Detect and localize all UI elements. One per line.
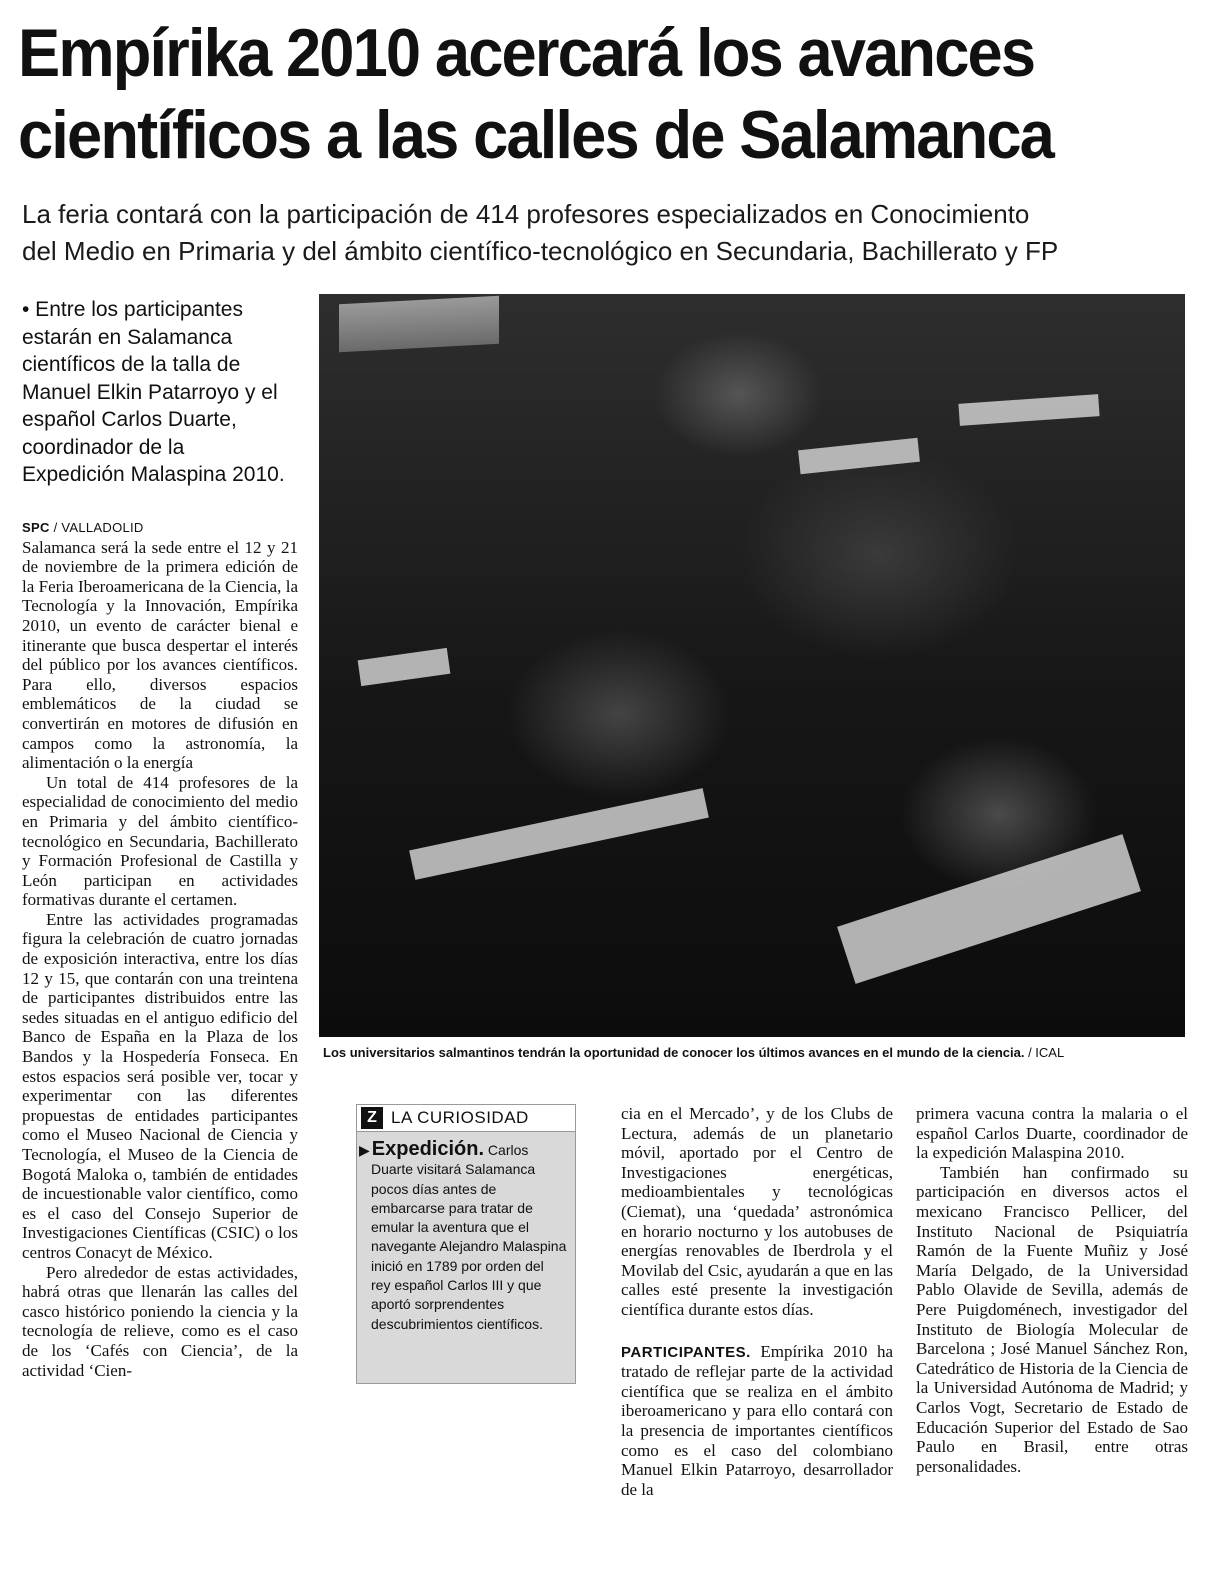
desk (409, 788, 709, 880)
lead-summary: • Entre los participantes estarán en Salamanca científicos de la talla de Manuel Elkin Patarroyo y el español Carlos Duarte, coordinador de la Expedición Malaspina 2010. (22, 298, 285, 486)
sidebar-logo-icon: Z (361, 1107, 383, 1129)
subheadline (22, 196, 1212, 270)
arrow-icon: ▶ (359, 1142, 370, 1158)
sidebar-keyword: Expedición. (371, 1138, 485, 1160)
article-column-1 (22, 518, 298, 1380)
desk (837, 834, 1141, 984)
paragraph: Salamanca será la sede entre el 12 y 21 de noviembre de la primera edición de la Feria Iberoamericana de la Ciencia, la Tecnología y la Innovación, Empírika 2010, un evento de carácter bienal e itinerante que busca despertar el interés del público por los avances científicos. Para ello, diversos espacios emblemáticos de la ciudad se convertirán en motores de difusión en campos como la astronomía, la alimentación o la energía (22, 537, 298, 773)
photo-credit: / ICAL (1024, 1045, 1065, 1060)
paragraph-text: Empírika 2010 ha tratado de reflejar parte de la actividad científica que se realiza en el ámbito iberoamericano y para ello contará con la presencia de importantes científicos como es el caso del colombiano Manuel Elkin Patarroyo, desarrollador de la (621, 1341, 893, 1499)
article-column-3 (621, 1104, 893, 1499)
sidebar-body (357, 1132, 575, 1334)
curiosity-sidebar (356, 1104, 576, 1384)
desk (798, 438, 920, 474)
sidebar-text: Carlos Duarte visitará Salamanca pocos días antes de embarcarse para tratar de emular la aventura que el navegante Alejandro Malaspina inició en 1789 por orden del rey español Carlos III y que aportó sorprendentes descubrimientos científicos. (371, 1142, 567, 1332)
dateline-agency: SPC (22, 520, 50, 535)
headline-line-2: científicos a las calles de Salamanca (18, 97, 1053, 173)
paragraph (621, 1342, 893, 1500)
projection-screen (339, 296, 499, 352)
paragraph: Un total de 414 profesores de la especialidad de conocimiento del medio en Primaria y del ámbito científico-tecnológico en Secundaria, Bachillerato y Formación Profesional de Castilla y León participan en actividades formativas durante el certamen. (22, 772, 298, 910)
article-column-4 (916, 1104, 1188, 1476)
dateline-city: / VALLADOLID (53, 520, 144, 535)
desk (358, 648, 451, 686)
caption-text: Los universitarios salmantinos tendrán la oportunidad de conocer los últimos avances en el mundo de la ciencia. (323, 1045, 1025, 1060)
dateline (22, 518, 298, 538)
subhead-line-1: La feria contará con la participación de 414 profesores especializados en Conocimiento (22, 199, 1030, 229)
paragraph: cia en el Mercado’, y de los Clubs de Lectura, además de un planetario móvil, aportado por el Centro de Investigaciones energéticas, medioambientales y tecnológicas (Ciemat), una ‘quedada’ astronómica en horario nocturno y los autobuses de energías renovables de Iberdrola y el Movilab del Csic, ayudarán a que en las calles esté presente la investigación científica durante estos días. (621, 1104, 893, 1319)
paragraph: Entre las actividades programadas figura la celebración de cuatro jornadas de exposición interactiva, entre los días 12 y 15, que contarán con una treintena de participantes distribuidos entre las sedes situadas en el antiguo edificio del Banco de España en la Plaza de los Bandos y la Hospedería Fonseca. En estos espacios será posible ver, tocar y experimentar con las diferentes propuestas de entidades participantes como el Museo Nacional de Ciencia y Tecnología, el Museo de la Ciencia de Bogotá Maloka o, también de entidades de incuestionable valor científico, como es el caso del Consejo Superior de Investigaciones Científicas (CSIC) o los centros Conacyt de México. (22, 909, 298, 1262)
paragraph: primera vacuna contra la malaria o el español Carlos Duarte, coordinador de la expedición Malaspina 2010. (916, 1104, 1188, 1163)
subhead-line-2: del Medio en Primaria y del ámbito científico-tecnológico en Secundaria, Bachillerato y FP (22, 236, 1059, 266)
desk (958, 394, 1099, 426)
section-subtitle: PARTICIPANTES. (621, 1343, 751, 1361)
photo-caption (323, 1045, 1183, 1060)
paragraph: También han confirmado su participación en diversos actos el mexicano Francisco Pellicer, del Instituto Nacional de Psiquiatría Ramón de la Fuente Muñiz y José María Delgado, de la Universidad Pablo Olavide de Sevilla, además de Pere Puigdoménech, investigador del Instituto de Biología Molecular de Barcelona ; José Manuel Sánchez Ron, Catedrático de Historia de la Ciencia de la Universidad Autónoma de Madrid; y Carlos Vogt, Secretario de Estado de Educación Superior del Estado de Sao Paulo en Brasil, entre otras personalidades. (916, 1162, 1188, 1476)
sidebar-header (357, 1105, 575, 1132)
news-photo (319, 294, 1185, 1037)
headline-line-1: Empírika 2010 acercará los avances (18, 15, 1035, 91)
paragraph: Pero alrededor de estas actividades, habrá otras que llenarán las calles del casco histórico poniendo la ciencia y la tecnología de relieve, como es el caso de los ‘Cafés con Ciencia’, de la actividad ‘Cien- (22, 1262, 298, 1380)
headline (18, 12, 1125, 176)
sidebar-title: LA CURIOSIDAD (391, 1108, 529, 1127)
